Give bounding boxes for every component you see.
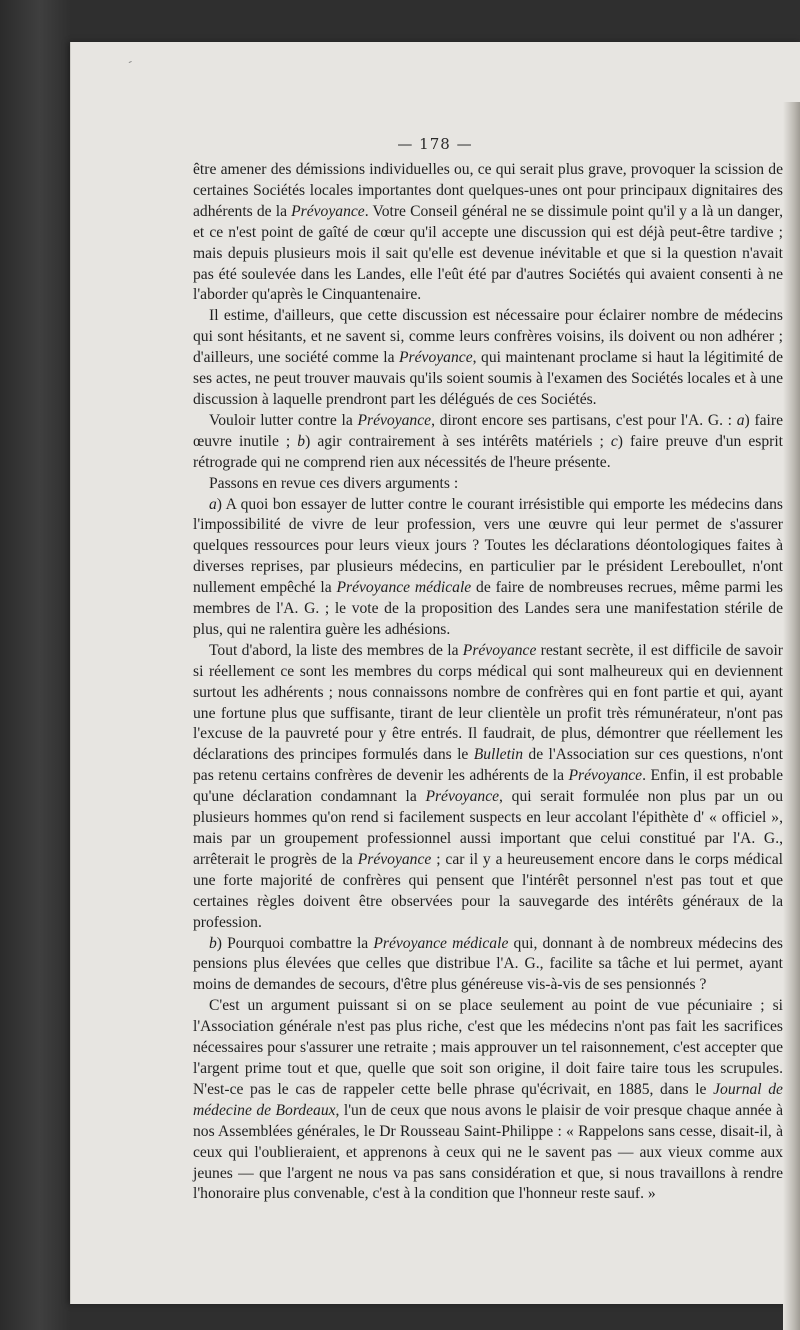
text-run: de l'Association sur ces questions, n'ont pas retenu certains confrères de devenir les adhérents de la	[193, 746, 783, 785]
paragraph	[193, 934, 783, 997]
paragraph	[193, 495, 783, 641]
text-run: Vouloir lutter contre la	[209, 411, 358, 429]
text-run: qui, donnant à de nombreux médecins des pensions plus élevées que celles que distribue l'A. G., facilite sa tâche et lui permet, ayant moins de demandes de secours, d'être plus généreuse vis-à-vis de ses pensionnés ?	[193, 934, 783, 994]
italic-text: Prévoyance	[357, 850, 432, 868]
text-run: , qui maintenant proclame si haut la légitimité de ses actes, ne peut trouver mauvais qu'ils soient soumis à l'examen des Sociétés locales et à une discussion à laquelle prendront part les délégués de ces Sociétés.	[193, 349, 783, 408]
stray-mark: -	[125, 54, 135, 69]
italic-text: Journal de médecine de Bordeaux	[193, 1080, 783, 1119]
text-run: ) A quoi bon essayer de lutter contre le courant irrésistible qui emporte les médecins dans l'impossibilité de vivre de leur profession, vers une œuvre qui leur permet de s'assurer quelques ressources pour leurs vieux jours ? Toutes les déclarations déontologiques faites à diverses reprises, par plusieurs médecins, en particulier par le président Lereboullet, n'ont nullement empêché la	[193, 495, 783, 597]
text-run: , l'un de ceux que nous avons le plaisir de voir presque chaque année à nos Assemblées générales, le Dr Rousseau Saint-Philippe : « Rappelons sans cesse, disait-il, à ceux qui l'oublieraient, et apprenons à ceux qui ne le savent pas — aux vieux comme aux jeunes — que l'argent ne nous va pas sans considération et que, si nous travaillons à rendre l'honoraire plus convenable, c'est à la condition que l'honneur reste sauf. »	[193, 1101, 784, 1203]
italic-text: Prévoyance médicale	[373, 934, 509, 952]
italic-text: Prévoyance	[425, 788, 500, 806]
paragraph	[193, 641, 783, 934]
paragraph	[193, 474, 783, 495]
italic-text: Prévoyance	[399, 349, 473, 367]
text-run: ) faire œuvre inutile ;	[193, 411, 783, 450]
paragraph	[193, 160, 783, 306]
italic-text: c	[610, 432, 618, 450]
italic-text: b	[209, 934, 217, 952]
italic-text: Prévoyance	[291, 202, 365, 220]
text-run: . Enfin, il est probable qu'une déclaration condamnant la	[193, 767, 783, 806]
italic-text: Prévoyance médicale	[336, 579, 472, 597]
body-text	[193, 160, 783, 1205]
text-run: de faire de nombreuses recrues, même parmi les membres de l'A. G. ; le vote de la proposition des Landes sera une manifestation stérile de plus, qui ne ralentira guère les adhésions.	[193, 579, 783, 638]
paragraph	[193, 411, 783, 474]
paragraph	[193, 306, 783, 411]
text-run: Passons en revue ces divers arguments :	[209, 474, 459, 492]
text-run: C'est un argument puissant si on se place seulement au point de vue pécuniaire ; si l'Association générale n'est pas plus riche, c'est que les médecins n'ont pas fait les sacrifices nécessaires pour s'assurer une retraite ; mais approuver un tel raisonnement, c'est accepter que l'argent prime tout et que, quelle que soit son origine, il doit faire taire tous les scrupules. N'est-ce pas le cas de rappeler cette belle phrase qu'écrivait, en 1885, dans le	[193, 997, 783, 1098]
italic-text: a	[209, 495, 217, 513]
italic-text: a	[736, 411, 745, 429]
text-run: être amener des démissions individuelles ou, ce qui serait plus grave, provoquer la scission de certaines Sociétés locales importantes dont quelques-unes ont pour principaux dignitaires des adhérents de la	[193, 161, 783, 220]
text-run: ; car il y a heureusement encore dans le corps médical une forte majorité de confrères qui pensent que l'intérêt personnel n'est pas tout et que certaines règles doivent être observées pour la sauvegarde des intérêts généraux de la profession.	[193, 850, 783, 931]
text-run: restant secrète, il est difficile de savoir si réellement ce sont les membres du corps médical qui sont malheureux qui en deviennent surtout les adhérents ; nous connaissons nombre de confrères qui en font partie et qui, ayant une fortune plus que suffisante, tirant de leur clientèle un profit très rémunérateur, n'ont pas l'excuse de la pauvreté pour y être entrés. Il faudrait, de plus, démontrer que réellement les déclarations des principes formulés dans le	[193, 641, 784, 764]
text-run: , diront encore ses partisans, c'est pour l'A. G. :	[431, 411, 737, 429]
italic-text: Prévoyance	[357, 411, 432, 429]
text-run: ) Pourquoi combattre la	[216, 934, 374, 952]
page-edge-shadow	[783, 102, 800, 1330]
paragraph	[193, 996, 783, 1205]
page-number: — 178 —	[397, 135, 473, 153]
italic-text: b	[297, 432, 306, 450]
text-run: Il estime, d'ailleurs, que cette discussion est nécessaire pour éclairer nombre de médecins qui sont hésitants, et ne savent si, comme leurs confrères voisins, ils doivent ou non adhérer ; d'ailleurs, une société comme la	[193, 307, 783, 367]
text-run: Tout d'abord, la liste des membres de la	[209, 641, 463, 659]
italic-text: Bulletin	[473, 746, 524, 764]
text-run: ) faire preuve d'un esprit rétrograde qui ne comprend rien aux nécessités de l'heure présente.	[193, 432, 783, 471]
italic-text: Prévoyance	[462, 641, 537, 659]
italic-text: Prévoyance	[568, 767, 643, 785]
text-run: . Votre Conseil général ne se dissimule point qu'il y a là un danger, et ce n'est point de gaîté de cœur qu'il accepte une discussion qui est déjà peut-être tardive ; mais depuis plusieurs mois il sait qu'elle est devenue inévitable et que si la question n'avait pas été soulevée dans les Landes, elle l'eût été par d'autres Sociétés qui avaient consenti à ne l'aborder qu'après le Cinquantenaire.	[193, 202, 783, 304]
text-run: , qui serait formulée non plus par un ou plusieurs hommes qu'on rend si facilement suspects en leur accolant l'épithète d' « officiel », mais par un groupement professionnel aussi important que celui constitué par l'A. G., arrêterait le progrès de la	[193, 788, 783, 868]
text-run: ) agir contrairement à ses intérêts matériels ;	[305, 432, 611, 450]
